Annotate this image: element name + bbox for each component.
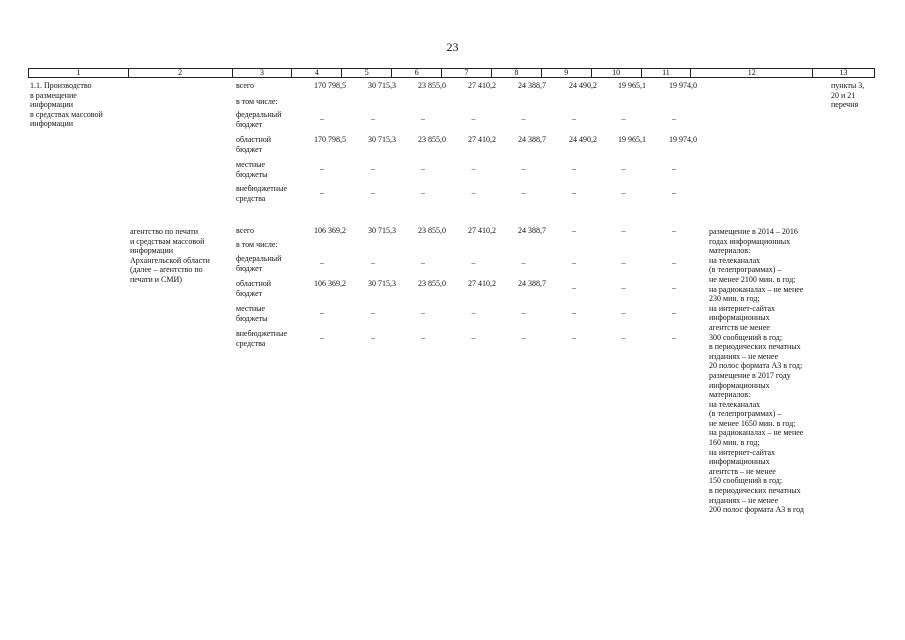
- row-label: областной бюджет: [236, 279, 272, 298]
- value-cell: –: [672, 164, 676, 173]
- section2-executor: агентство по печати и средствам массовой информации Архангельской области (далее – агентство по печати и СМИ): [130, 227, 210, 284]
- value-cell: –: [471, 164, 476, 173]
- value-cell: –: [572, 308, 576, 317]
- value-cell: 30 715,3: [368, 135, 396, 144]
- value-cell: 24 490,2: [569, 81, 597, 90]
- value-cell: 23 855,0: [418, 81, 446, 90]
- value-cell: 23 855,0: [418, 226, 446, 235]
- section1-reference: пункты 3, 20 и 21 перечня: [831, 81, 865, 110]
- value-cell: 170 798,5: [314, 81, 346, 90]
- header-cell-9: 9: [542, 69, 592, 77]
- row-label: местные бюджеты: [236, 160, 268, 179]
- header-cell-1: 1: [29, 69, 129, 77]
- value-cell: –: [421, 333, 425, 342]
- value-cell: 27 410,2: [468, 135, 496, 144]
- value-cell: 24 490,2: [569, 135, 597, 144]
- value-cell: 19 974,0: [669, 135, 697, 144]
- row-label: внебюджетные средства: [236, 329, 287, 348]
- value-cell: 24 388,7: [518, 226, 546, 235]
- value-cell: –: [320, 308, 324, 317]
- value-cell: –: [572, 258, 576, 267]
- value-cell: –: [621, 283, 626, 292]
- row-label: федеральный бюджет: [236, 110, 282, 129]
- value-cell: 170 798,5: [314, 135, 346, 144]
- value-cell: –: [672, 188, 676, 197]
- value-cell: –: [621, 308, 626, 317]
- value-cell: 23 855,0: [418, 279, 446, 288]
- value-cell: –: [471, 258, 476, 267]
- value-cell: –: [320, 258, 324, 267]
- header-cell-4: 4: [292, 69, 342, 77]
- value-cell: 19 965,1: [618, 135, 646, 144]
- value-cell: 30 715,3: [368, 279, 396, 288]
- value-cell: 24 388,7: [518, 81, 546, 90]
- value-cell: –: [672, 283, 676, 292]
- value-cell: 27 410,2: [468, 81, 496, 90]
- value-cell: –: [672, 308, 676, 317]
- value-cell: –: [672, 226, 676, 235]
- value-cell: –: [320, 164, 324, 173]
- value-cell: –: [371, 188, 375, 197]
- value-cell: –: [371, 114, 375, 123]
- value-cell: –: [521, 333, 526, 342]
- section1-title: 1.1. Производство в размещение информации в средствах массовой информации: [30, 81, 103, 129]
- header-cell-3: 3: [233, 69, 293, 77]
- value-cell: –: [621, 258, 626, 267]
- header-cell-11: 11: [642, 69, 692, 77]
- value-cell: –: [621, 188, 626, 197]
- value-cell: –: [572, 188, 576, 197]
- value-cell: –: [521, 114, 526, 123]
- value-cell: –: [621, 226, 626, 235]
- value-cell: –: [572, 283, 576, 292]
- value-cell: –: [521, 164, 526, 173]
- value-cell: 106 369,2: [314, 279, 346, 288]
- row-label: в том числе:: [236, 97, 278, 106]
- value-cell: 23 855,0: [418, 135, 446, 144]
- value-cell: –: [521, 188, 526, 197]
- value-cell: –: [471, 114, 476, 123]
- section2-result: размещение в 2014 – 2016 годах информационных материалов: на телеканалах (в телепрограммах) – не менее 2100 мин. в год; на радиоканалах – не менее 230 мин. в год; на интернет-сайтах информационных агентств не менее 300 сообщений в год; в периодических печатных изданиях – не менее 20 полос формата А3 в год; размещение в 2017 году информационных материалов: на телеканалах (в телепрограммах) – не менее 1650 мин. в год; на радиоканалах – не менее 160 мин. в год; на интернет-сайтах информационных агентств – не менее 150 сообщений в год; в периодических печатных изданиях – не менее 200 полос формата А3 в год: [709, 227, 804, 515]
- value-cell: –: [572, 114, 576, 123]
- value-cell: 24 388,7: [518, 135, 546, 144]
- header-cell-13: 13: [839, 68, 848, 77]
- value-cell: –: [621, 164, 626, 173]
- page-number: 23: [446, 40, 459, 54]
- value-cell: –: [672, 114, 676, 123]
- header-cell-7: 7: [442, 69, 492, 77]
- header-cell-12: 12: [691, 69, 813, 77]
- value-cell: –: [421, 258, 425, 267]
- value-cell: 19 974,0: [669, 81, 697, 90]
- value-cell: 24 388,7: [518, 279, 546, 288]
- value-cell: –: [421, 188, 425, 197]
- value-cell: –: [421, 308, 425, 317]
- value-cell: –: [521, 258, 526, 267]
- table-header-row: [28, 68, 875, 78]
- row-label: федеральный бюджет: [236, 254, 282, 273]
- value-cell: –: [371, 164, 375, 173]
- value-cell: –: [371, 258, 375, 267]
- header-cell-6: 6: [392, 69, 442, 77]
- value-cell: –: [572, 164, 576, 173]
- value-cell: –: [371, 308, 375, 317]
- value-cell: –: [421, 164, 425, 173]
- row-label: областной бюджет: [236, 135, 272, 154]
- value-cell: –: [471, 308, 476, 317]
- header-cell-10: 10: [592, 69, 642, 77]
- value-cell: –: [672, 258, 676, 267]
- value-cell: –: [320, 114, 324, 123]
- value-cell: –: [621, 333, 626, 342]
- value-cell: 27 410,2: [468, 279, 496, 288]
- value-cell: 27 410,2: [468, 226, 496, 235]
- value-cell: 30 715,3: [368, 226, 396, 235]
- row-label: местные бюджеты: [236, 304, 268, 323]
- value-cell: 19 965,1: [618, 81, 646, 90]
- value-cell: –: [320, 188, 324, 197]
- value-cell: 30 715,3: [368, 81, 396, 90]
- value-cell: –: [320, 333, 324, 342]
- value-cell: 106 369,2: [314, 226, 346, 235]
- value-cell: –: [621, 114, 626, 123]
- value-cell: –: [471, 333, 476, 342]
- value-cell: –: [371, 333, 375, 342]
- header-cell-2: 2: [129, 69, 233, 77]
- row-label: внебюджетные средства: [236, 184, 287, 203]
- value-cell: –: [572, 226, 576, 235]
- value-cell: –: [521, 308, 526, 317]
- value-cell: –: [421, 114, 425, 123]
- value-cell: –: [672, 333, 676, 342]
- row-label: всего: [236, 81, 255, 90]
- header-cell-8: 8: [492, 69, 542, 77]
- value-cell: –: [471, 188, 476, 197]
- row-label: в том числе:: [236, 240, 278, 249]
- header-cell-5: 5: [342, 69, 392, 77]
- row-label: всего: [236, 226, 255, 235]
- value-cell: –: [572, 333, 576, 342]
